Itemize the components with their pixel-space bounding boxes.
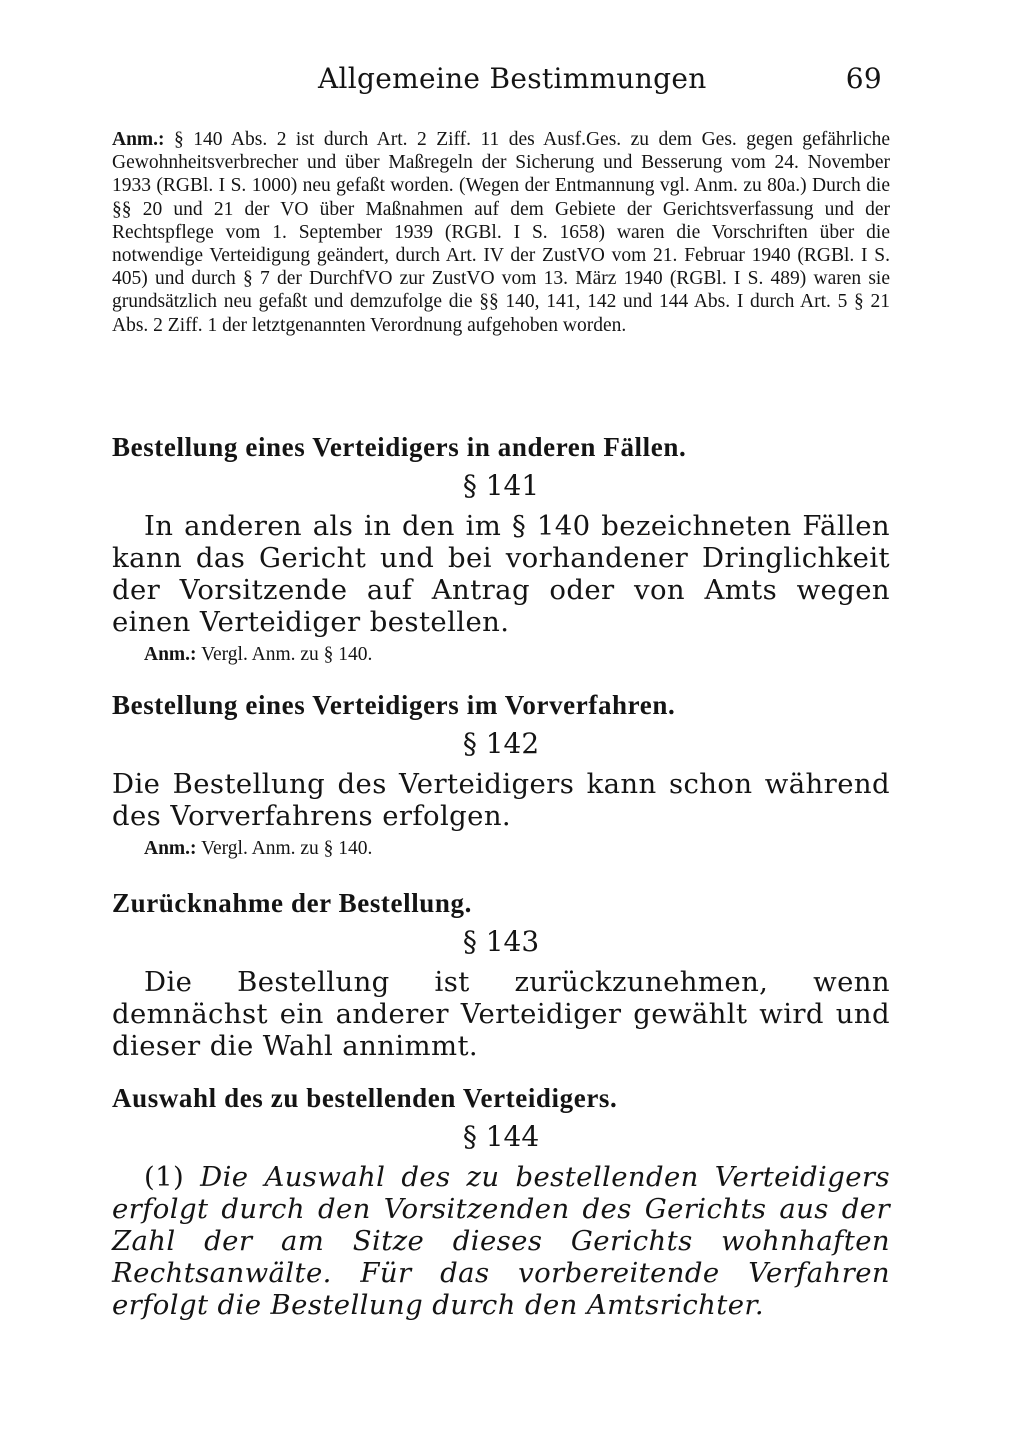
note-label: Anm.: — [144, 838, 197, 859]
running-head — [112, 62, 890, 106]
paragraph-number: § 144 — [462, 1120, 540, 1153]
section-142 — [112, 690, 890, 860]
paragraph-number: § 141 — [462, 469, 540, 502]
annotation-text: § 140 Abs. 2 ist durch Art. 2 Ziff. 11 des Ausf.Ges. zu dem Ges. gegen gefährliche Gewohnheitsverbrecher und über Maßregeln der Sicherung und Besserung vom 24. November 1933 (RGBl. I S. 1000) neu gefaßt worden. (Wegen der Entmannung vgl. Anm. zu 80a.) Durch die §§ 20 und 21 der VO über Maßnahmen auf dem Gebiete der Gerichtsverfassung und der Rechtspflege vom 1. September 1939 (RGBl. I S. 1658) waren die Vorschriften über die notwendige Verteidigung geändert, durch Art. IV der ZustVO vom 21. Februar 1940 (RGBl. I S. 405) und durch § 7 der DurchfVO zur ZustVO vom 13. März 1940 (RGBl. I S. 489) waren sie grundsätzlich neu gefaßt und demzufolge die §§ 140, 141, 142 und 144 Abs. I durch Art. 5 § 21 Abs. 2 Ziff. 1 der letztgenannten Verordnung aufgehoben worden. — [112, 129, 890, 336]
note-text: Vergl. Anm. zu § 140. — [201, 644, 373, 665]
paragraph-number: § 143 — [462, 925, 540, 958]
paragraph-italic-text: Die Auswahl des zu bestellenden Verteidigers erfolgt durch den Vorsitzenden des Gerichts aus der Zahl der am Sitze dieses Gerichts wohnhaften Rechtsanwälte. Für das vorbereitende Verfahren erfolgt die Bestellung durch den Amtsrichter. — [112, 1161, 890, 1321]
annotation-140 — [112, 128, 890, 337]
annotation-label: Anm.: — [112, 129, 165, 150]
note-text: Vergl. Anm. zu § 140. — [201, 838, 373, 859]
paragraph-number: § 142 — [462, 727, 540, 760]
page-number: 69 — [845, 62, 882, 95]
section-note — [144, 838, 890, 860]
section-note — [144, 644, 890, 666]
paragraph-text — [112, 1161, 890, 1321]
section-144 — [112, 1083, 890, 1321]
section-141 — [112, 432, 890, 666]
paragraph-text: Die Bestellung ist zurückzunehmen, wenn demnächst ein anderer Verteidiger gewählt wird und dieser die Wahl annimmt. — [112, 966, 890, 1062]
paragraph-prefix: (1) — [144, 1161, 185, 1193]
note-label: Anm.: — [144, 644, 197, 665]
paragraph-text: Die Bestellung des Verteidigers kann schon während des Vorverfahrens erfolgen. — [112, 768, 890, 832]
section-heading: Zurücknahme der Bestellung. — [112, 888, 472, 918]
document-page — [112, 62, 890, 1321]
section-heading: Bestellung eines Verteidigers im Vorverfahren. — [112, 690, 676, 720]
running-head-title: Allgemeine Bestimmungen — [318, 62, 707, 95]
section-143 — [112, 888, 890, 1062]
paragraph-text: In anderen als in den im § 140 bezeichneten Fällen kann das Gericht und bei vorhandener Dringlichkeit der Vorsitzende auf Antrag oder von Amts wegen einen Verteidiger bestellen. — [112, 510, 890, 638]
section-heading: Auswahl des zu bestellenden Verteidigers. — [112, 1083, 618, 1113]
section-heading: Bestellung eines Verteidigers in anderen Fällen. — [112, 432, 687, 462]
